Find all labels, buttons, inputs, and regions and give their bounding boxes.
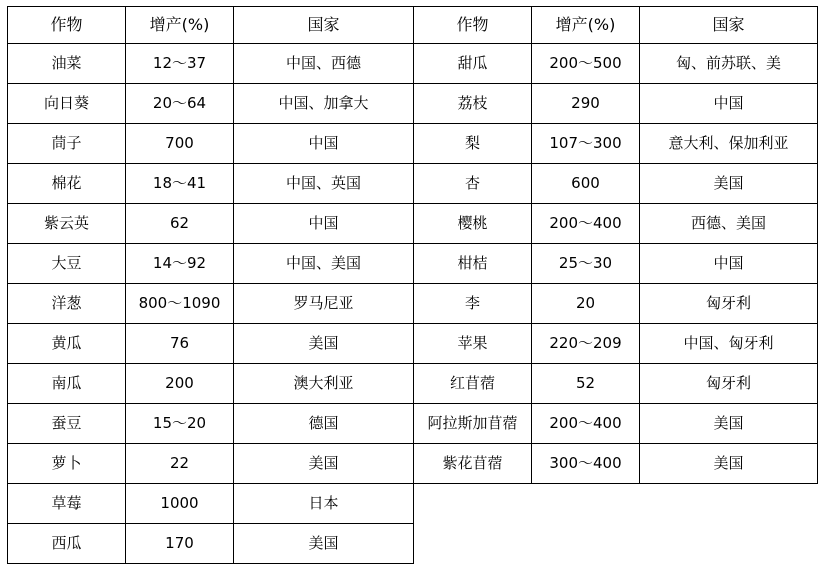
cell-increase-left: 15～20 [126,404,234,444]
table-row [8,164,818,204]
cell-country-left: 中国 [234,124,414,164]
cell-crop-right: 柑桔 [414,244,532,284]
cell-crop-right: 李 [414,284,532,324]
cell-country-right: 意大利、保加利亚 [640,124,818,164]
cell-crop-left: 棉花 [8,164,126,204]
cell-country-right: 美国 [640,404,818,444]
cell-empty [532,524,640,564]
cell-country-left: 中国、英国 [234,164,414,204]
cell-increase-right: 200～500 [532,44,640,84]
cell-country-right: 中国、匈牙利 [640,324,818,364]
cell-increase-left: 62 [126,204,234,244]
table-body [8,44,818,564]
cell-increase-right: 290 [532,84,640,124]
cell-crop-left: 洋葱 [8,284,126,324]
table-row [8,444,818,484]
cell-crop-left: 南瓜 [8,364,126,404]
table-row [8,124,818,164]
cell-country-left: 中国 [234,204,414,244]
cell-empty [414,484,532,524]
cell-country-left: 美国 [234,524,414,564]
cell-increase-right: 52 [532,364,640,404]
cell-increase-left: 22 [126,444,234,484]
cell-country-left: 美国 [234,324,414,364]
cell-empty [640,524,818,564]
table-row [8,244,818,284]
cell-crop-right: 阿拉斯加苜蓿 [414,404,532,444]
cell-crop-left: 蚕豆 [8,404,126,444]
table-row [8,484,818,524]
table-row [8,404,818,444]
cell-empty [640,484,818,524]
cell-crop-left: 紫云英 [8,204,126,244]
cell-increase-left: 800～1090 [126,284,234,324]
cell-crop-right: 杏 [414,164,532,204]
table-row [8,84,818,124]
table-row [8,524,818,564]
cell-increase-right: 200～400 [532,404,640,444]
cell-country-right: 匈、前苏联、美 [640,44,818,84]
cell-increase-left: 170 [126,524,234,564]
cell-country-right: 美国 [640,444,818,484]
cell-crop-left: 草莓 [8,484,126,524]
cell-country-right: 中国 [640,84,818,124]
table-row [8,324,818,364]
cell-country-right: 美国 [640,164,818,204]
cell-increase-left: 200 [126,364,234,404]
column-header-crop-1: 作物 [8,7,126,44]
cell-increase-right: 107～300 [532,124,640,164]
cell-country-left: 中国、西德 [234,44,414,84]
cell-crop-right: 紫花苜蓿 [414,444,532,484]
cell-increase-right: 600 [532,164,640,204]
cell-crop-left: 茼子 [8,124,126,164]
table-row [8,364,818,404]
table-row [8,204,818,244]
table-row [8,284,818,324]
cell-country-left: 美国 [234,444,414,484]
cell-crop-right: 荔枝 [414,84,532,124]
cell-crop-left: 油菜 [8,44,126,84]
cell-country-right: 西德、美国 [640,204,818,244]
cell-increase-left: 1000 [126,484,234,524]
cell-country-left: 中国、美国 [234,244,414,284]
cell-country-left: 罗马尼亚 [234,284,414,324]
cell-increase-right: 25～30 [532,244,640,284]
table-row [8,44,818,84]
cell-increase-left: 12～37 [126,44,234,84]
cell-country-right: 匈牙利 [640,284,818,324]
cell-increase-right: 200～400 [532,204,640,244]
cell-country-left: 澳大利亚 [234,364,414,404]
column-header-crop-2: 作物 [414,7,532,44]
cell-increase-left: 18～41 [126,164,234,204]
cell-country-right: 中国 [640,244,818,284]
cell-crop-right: 甜瓜 [414,44,532,84]
cell-crop-left: 向日葵 [8,84,126,124]
cell-increase-left: 700 [126,124,234,164]
column-header-increase-1: 增产(%) [126,7,234,44]
column-header-country-1: 国家 [234,7,414,44]
cell-increase-right: 20 [532,284,640,324]
cell-increase-right: 220～209 [532,324,640,364]
cell-crop-left: 西瓜 [8,524,126,564]
column-header-country-2: 国家 [640,7,818,44]
table-header-row [8,7,818,44]
cell-increase-left: 14～92 [126,244,234,284]
cell-crop-left: 大豆 [8,244,126,284]
cell-increase-right: 300～400 [532,444,640,484]
cell-country-left: 日本 [234,484,414,524]
cell-country-left: 德国 [234,404,414,444]
cell-crop-right: 红苜蓿 [414,364,532,404]
cell-country-left: 中国、加拿大 [234,84,414,124]
cell-empty [414,524,532,564]
cell-country-right: 匈牙利 [640,364,818,404]
cell-crop-right: 梨 [414,124,532,164]
cell-crop-right: 樱桃 [414,204,532,244]
cell-crop-left: 萝卜 [8,444,126,484]
cell-crop-left: 黄瓜 [8,324,126,364]
cell-empty [532,484,640,524]
cell-increase-left: 76 [126,324,234,364]
crop-yield-table [7,6,818,564]
cell-crop-right: 苹果 [414,324,532,364]
cell-increase-left: 20～64 [126,84,234,124]
column-header-increase-2: 增产(%) [532,7,640,44]
